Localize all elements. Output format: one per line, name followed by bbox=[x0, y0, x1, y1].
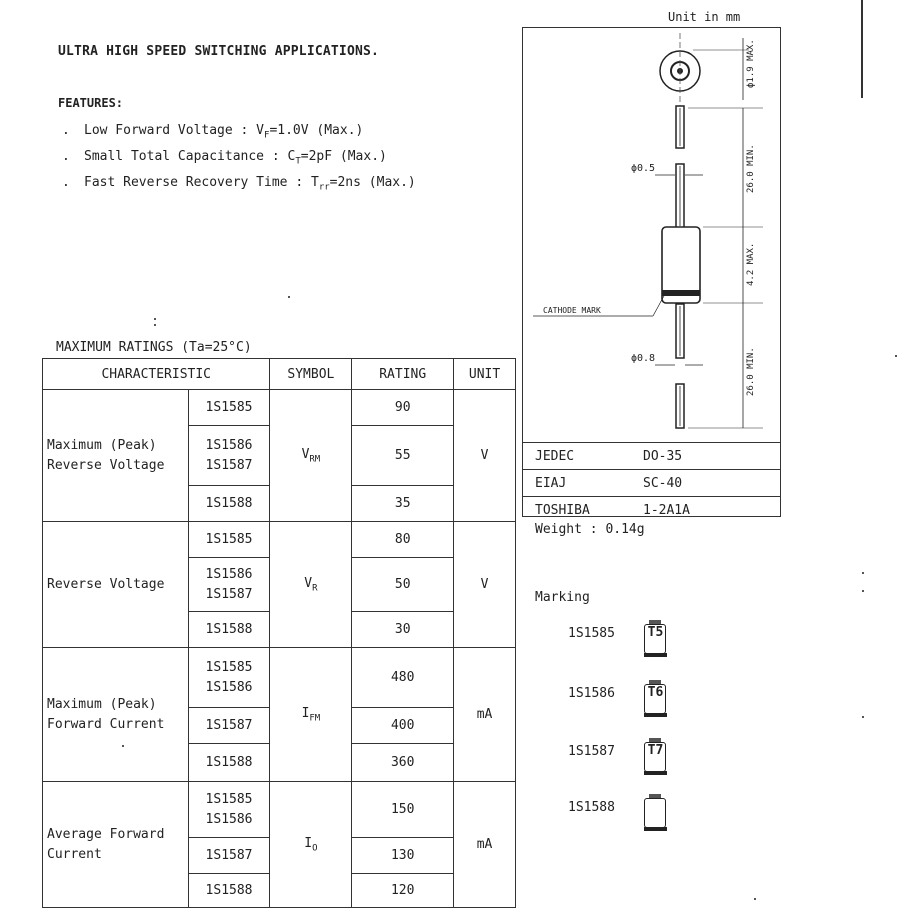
marking-item bbox=[568, 680, 678, 724]
device-cell: 1S1588 bbox=[188, 744, 270, 782]
cathode-mark-label: CATHODE MARK bbox=[543, 306, 601, 315]
device-cell: 1S1585 1S1586 bbox=[188, 782, 270, 838]
characteristic-cell: Reverse Voltage bbox=[43, 522, 189, 648]
characteristic-cell: Maximum (Peak) Forward Current bbox=[43, 648, 189, 782]
dim-lead-dia-bottom: ϕ0.8 bbox=[631, 353, 656, 364]
header-symbol: SYMBOL bbox=[270, 359, 352, 390]
standard-org: TOSHIBA bbox=[523, 497, 643, 524]
rating-cell: 480 bbox=[352, 648, 454, 708]
rating-cell: 120 bbox=[352, 874, 454, 908]
rating-cell: 55 bbox=[352, 426, 454, 486]
dim-dia-max: ϕ1.9 MAX. bbox=[746, 39, 756, 88]
device-cell: 1S1588 bbox=[188, 612, 270, 648]
marking-item bbox=[568, 620, 678, 664]
header-rating: RATING bbox=[352, 359, 454, 390]
symbol-cell: $V_R$ bbox=[270, 522, 352, 648]
rating-cell: 130 bbox=[352, 838, 454, 874]
standard-value: 1-2A1A bbox=[643, 497, 780, 524]
features-heading: FEATURES: bbox=[58, 96, 124, 110]
characteristic-cell: Average Forward Current bbox=[43, 782, 189, 908]
unit-cell: mA bbox=[454, 782, 516, 908]
standard-row bbox=[523, 443, 780, 470]
scan-speck bbox=[862, 590, 864, 592]
weight-label: Weight : 0.14g bbox=[535, 522, 645, 537]
symbol-cell: $I_{FM}$ bbox=[270, 648, 352, 782]
scan-speck bbox=[288, 296, 290, 298]
dim-lead2: 26.0 MIN. bbox=[746, 347, 756, 396]
device-cell: 1S1585 1S1586 bbox=[188, 648, 270, 708]
standard-row bbox=[523, 470, 780, 497]
marking-heading: Marking bbox=[535, 590, 590, 605]
symbol-cell: $V_{RM}$ bbox=[270, 390, 352, 522]
scan-speck bbox=[862, 572, 864, 574]
unit-note: Unit in mm bbox=[668, 10, 741, 24]
rating-cell: 35 bbox=[352, 486, 454, 522]
marking-code: T5 bbox=[647, 625, 664, 640]
device-cell: 1S1585 bbox=[188, 522, 270, 558]
marking-diode-icon bbox=[644, 680, 666, 720]
rating-cell: 400 bbox=[352, 708, 454, 744]
rating-cell: 80 bbox=[352, 522, 454, 558]
feature-item: . Fast Reverse Recovery Time : $T_{rr}=2ns$ (Max.) bbox=[62, 175, 416, 193]
marking-device: 1S1587 bbox=[568, 744, 615, 759]
scan-speck bbox=[154, 324, 156, 326]
device-cell: 1S1588 bbox=[188, 874, 270, 908]
marking-code: T6 bbox=[647, 685, 664, 700]
marking-diode-icon bbox=[644, 620, 666, 660]
package-standards-table bbox=[523, 442, 780, 523]
dim-lead1: 26.0 MIN. bbox=[746, 144, 756, 193]
feature-item: . Low Forward Voltage : $V_F=1.0V$ (Max.) bbox=[62, 123, 364, 141]
standard-org: JEDEC bbox=[523, 443, 643, 470]
device-cell: 1S1588 bbox=[188, 486, 270, 522]
device-cell: 1S1587 bbox=[188, 708, 270, 744]
header-characteristic: CHARACTERISTIC bbox=[43, 359, 270, 390]
page-title: ULTRA HIGH SPEED SWITCHING APPLICATIONS. bbox=[58, 44, 380, 59]
device-cell: 1S1587 bbox=[188, 838, 270, 874]
device-cell: 1S1586 1S1587 bbox=[188, 426, 270, 486]
unit-cell: V bbox=[454, 390, 516, 522]
rating-cell: 360 bbox=[352, 744, 454, 782]
marking-device: 1S1586 bbox=[568, 686, 615, 701]
marking-diode-icon bbox=[644, 794, 666, 834]
scan-edge-line bbox=[861, 0, 863, 98]
scan-speck bbox=[122, 745, 124, 747]
device-cell: 1S1586 1S1587 bbox=[188, 558, 270, 612]
rating-cell: 30 bbox=[352, 612, 454, 648]
package-drawing bbox=[522, 27, 781, 517]
standard-row bbox=[523, 497, 780, 524]
standard-value: DO-35 bbox=[643, 443, 780, 470]
scan-speck bbox=[154, 318, 156, 320]
symbol-cell: $I_O$ bbox=[270, 782, 352, 908]
unit-cell: mA bbox=[454, 648, 516, 782]
scan-speck bbox=[895, 355, 897, 357]
standard-org: EIAJ bbox=[523, 470, 643, 497]
marking-diode-icon bbox=[644, 738, 666, 778]
marking-device: 1S1585 bbox=[568, 626, 615, 641]
marking-item bbox=[568, 794, 678, 838]
cathode-band bbox=[662, 290, 700, 296]
device-cell: 1S1585 bbox=[188, 390, 270, 426]
marking-item bbox=[568, 738, 678, 782]
marking-code: T7 bbox=[647, 743, 664, 758]
feature-item: . Small Total Capacitance : $C_T=2pF$ (Max.) bbox=[62, 149, 387, 167]
dim-lead-dia-top: ϕ0.5 bbox=[631, 163, 656, 174]
standard-value: SC-40 bbox=[643, 470, 780, 497]
header-unit: UNIT bbox=[454, 359, 516, 390]
scan-speck bbox=[862, 716, 864, 718]
rating-cell: 150 bbox=[352, 782, 454, 838]
ratings-table bbox=[42, 358, 516, 908]
diode-outline-svg bbox=[523, 28, 779, 442]
characteristic-cell: Maximum (Peak) Reverse Voltage bbox=[43, 390, 189, 522]
rating-cell: 50 bbox=[352, 558, 454, 612]
scan-speck bbox=[754, 898, 756, 900]
marking-device: 1S1588 bbox=[568, 800, 615, 815]
dim-body-len: 4.2 MAX. bbox=[746, 242, 756, 286]
ratings-title: MAXIMUM RATINGS (Ta=25°C) bbox=[56, 340, 252, 355]
rating-cell: 90 bbox=[352, 390, 454, 426]
unit-cell: V bbox=[454, 522, 516, 648]
